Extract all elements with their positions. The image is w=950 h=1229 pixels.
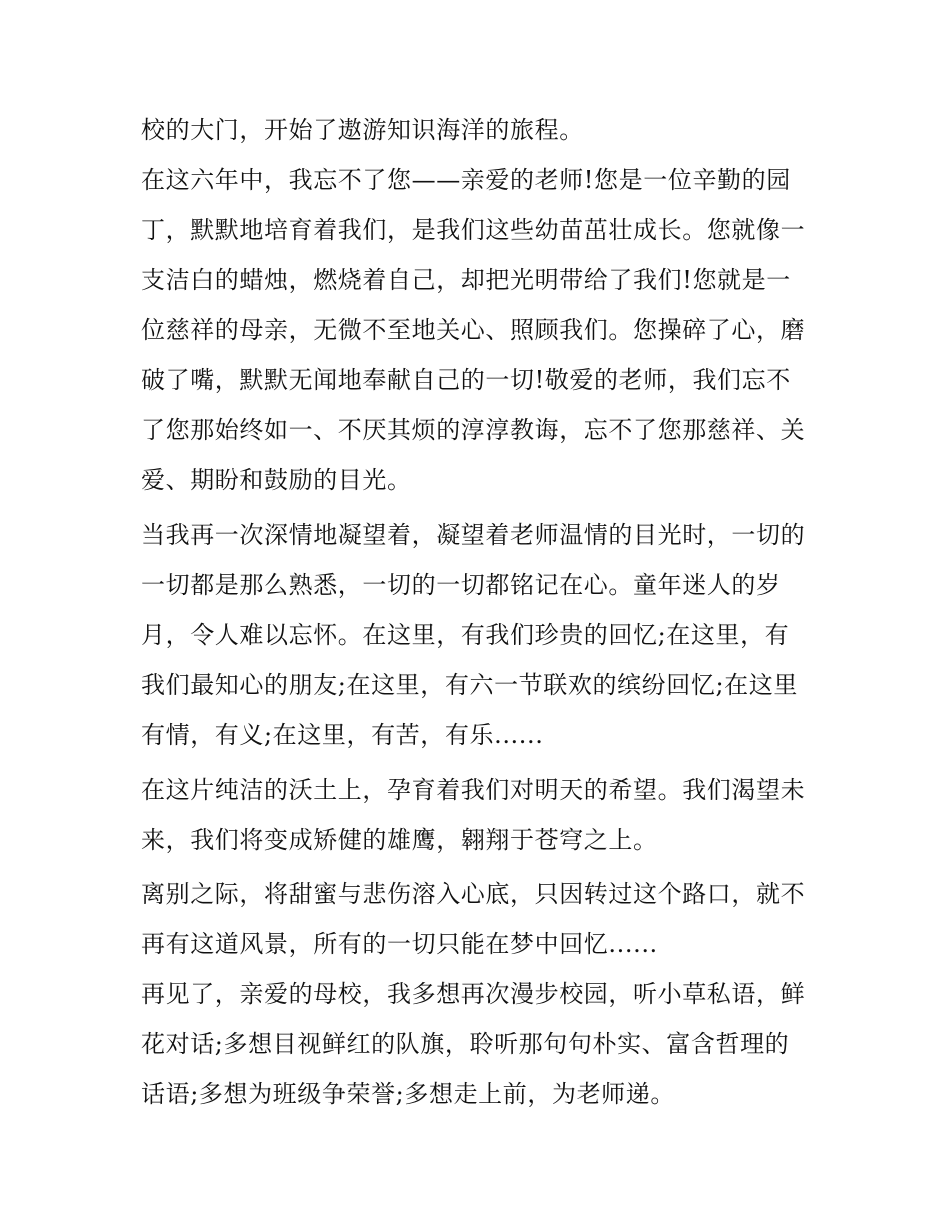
text-line: 爱、期盼和鼓励的目光。 [141,466,412,494]
text-line: 我们最知心的朋友;在这里，有六一节联欢的缤纷回忆;在这里 [141,671,798,699]
text-line: 破了嘴，默默无闻地奉献自己的一切!敬爱的老师，我们忘不 [141,366,791,394]
text-line: 支洁白的蜡烛，燃烧着自己，却把光明带给了我们!您就是一 [141,266,791,294]
text-line: 校的大门，开始了遨游知识海洋的旅程。 [141,116,584,144]
text-line: 在这六年中，我忘不了您——亲爱的老师!您是一位辛勤的园 [141,166,791,194]
text-line: 花对话;多想目视鲜红的队旗，聆听那句句朴实、富含哲理的 [141,1030,790,1058]
text-line: 了您那始终如一、不厌其烦的淳淳教诲，忘不了您那慈祥、关 [141,416,806,444]
text-line: 来，我们将变成矫健的雄鹰，翱翔于苍穹之上。 [141,826,658,854]
text-line: 丁，默默地培育着我们，是我们这些幼苗茁壮成长。您就像一 [141,216,806,244]
text-line: 离别之际，将甜蜜与悲伤溶入心底，只因转过这个路口，就不 [141,880,806,908]
text-line: 一切都是那么熟悉，一切的一切都铭记在心。童年迷人的岁 [141,571,781,599]
text-line: 在这片纯洁的沃土上，孕育着我们对明天的希望。我们渴望未 [141,776,806,804]
text-line: 再有这道风景，所有的一切只能在梦中回忆...... [141,930,658,958]
text-line: 当我再一次深情地凝望着，凝望着老师温情的目光时，一切的 [141,521,806,549]
text-line: 位慈祥的母亲，无微不至地关心、照顾我们。您操碎了心，磨 [141,316,806,344]
text-line: 再见了，亲爱的母校，我多想再次漫步校园，听小草私语，鲜 [141,980,806,1008]
text-line: 话语;多想为班级争荣誉;多想走上前，为老师递。 [141,1080,675,1108]
text-line: 月，令人难以忘怀。在这里，有我们珍贵的回忆;在这里，有 [141,621,790,649]
text-line: 有情，有义;在这里，有苦，有乐...... [141,721,544,749]
